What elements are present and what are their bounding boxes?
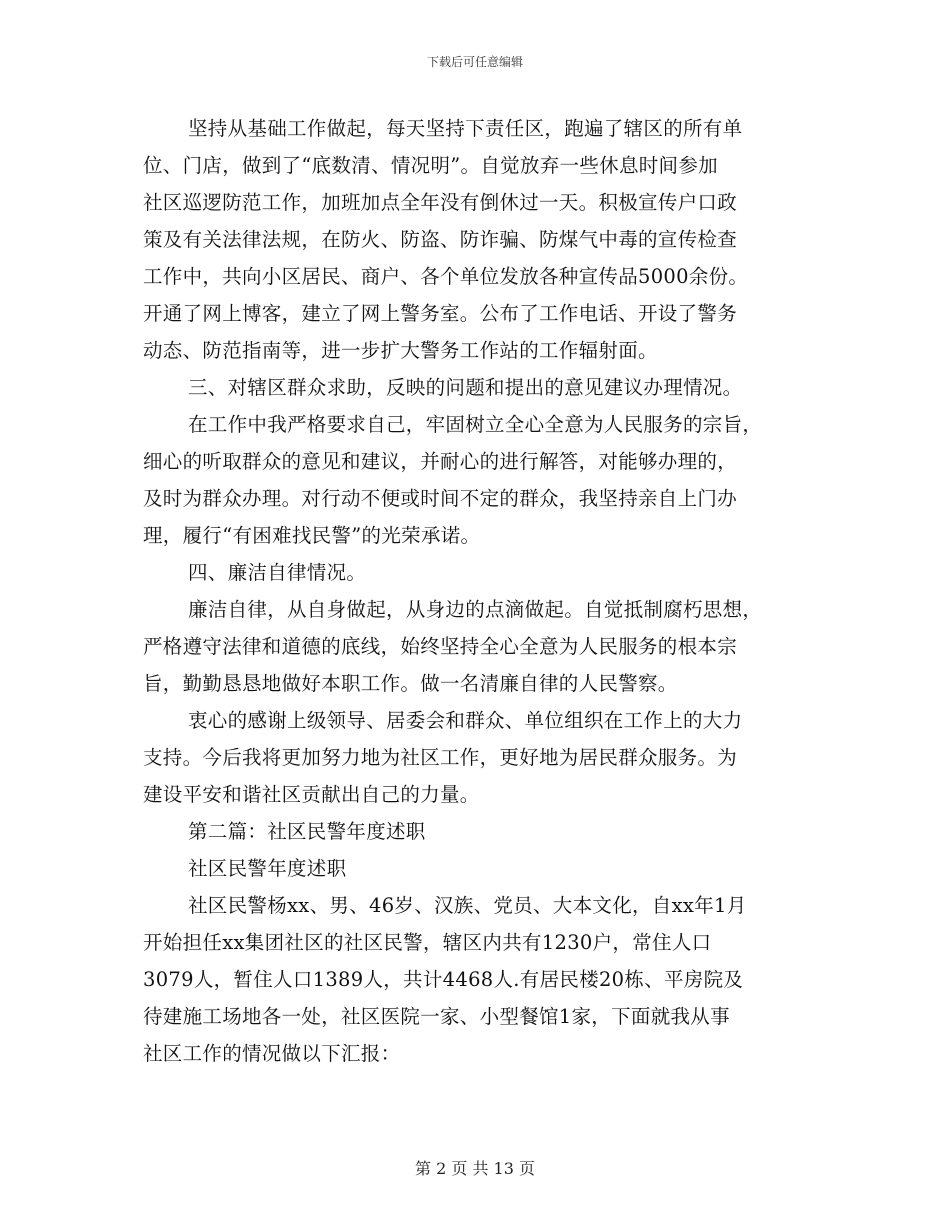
text-line: 理，履行“有困难找民警”的光荣承诺。 <box>143 524 481 547</box>
text-line: 衷心的感谢上级领导、居委会和群众、单位组织在工作上的大力 <box>188 709 743 732</box>
text-line: 旨，勤勤恳恳地做好本职工作。做一名清廉自律的人民警察。 <box>143 672 678 695</box>
text-line: 社区工作的情况做以下汇报： <box>143 1042 401 1065</box>
text-line: 社区民警杨xx、男、46岁、汉族、党员、大本文化，自xx年1月 <box>188 894 747 917</box>
page-number: 第 2 页 共 13 页 <box>415 1159 535 1178</box>
text-line: 动态、防范指南等，进一步扩大警务工作站的工作辐射面。 <box>143 339 658 362</box>
page-header: 下载后可任意编辑 <box>426 55 523 69</box>
text-line: 社区巡逻防范工作，加班加点全年没有倒休过一天。积极宣传户口政 <box>143 191 738 214</box>
text-line: 建设平安和谐社区贡献出自己的力量。 <box>143 783 480 806</box>
text-line: 第二篇：社区民警年度述职 <box>188 820 426 843</box>
text-line: 开始担任xx集团社区的社区民警，辖区内共有1230户，常住人口 <box>143 931 712 954</box>
text-line: 廉洁自律，从自身做起，从身边的点滴做起。自觉抵制腐朽思想， <box>188 598 763 621</box>
text-line: 四、廉洁自律情况。 <box>188 561 367 584</box>
text-line: 社区民警年度述职 <box>188 857 347 880</box>
text-line: 严格遵守法律和道德的底线，始终坚持全心全意为人民服务的根本宗 <box>143 635 738 658</box>
text-line: 细心的听取群众的意见和建议，并耐心的进行解答，对能够办理的， <box>143 450 738 473</box>
text-line: 3079人，暂住人口1389人，共计4468人.有居民楼20栋、平房院及 <box>143 968 744 991</box>
text-line: 位、门店，做到了“底数清、情况明”。自觉放弃一些休息时间参加 <box>143 154 718 177</box>
text-line: 在工作中我严格要求自己，牢固树立全心全意为人民服务的宗旨， <box>188 413 763 436</box>
text-line: 坚持从基础工作做起，每天坚持下责任区，跑遍了辖区的所有单 <box>188 117 743 140</box>
text-line: 支持。今后我将更加努力地为社区工作，更好地为居民群众服务。为 <box>143 746 738 769</box>
text-line: 及时为群众办理。对行动不便或时间不定的群众，我坚持亲自上门办 <box>143 487 738 510</box>
text-line: 待建施工场地各一处，社区医院一家、小型餐馆1家，下面就我从事 <box>143 1005 730 1028</box>
text-line: 策及有关法律法规，在防火、防盗、防诈骗、防煤气中毒的宣传检查 <box>143 228 738 251</box>
text-line: 三、对辖区群众求助，反映的问题和提出的意见建议办理情况。 <box>188 376 743 399</box>
text-line: 开通了网上博客，建立了网上警务室。公布了工作电话、开设了警务 <box>143 302 738 325</box>
document-body <box>143 110 813 1072</box>
text-line: 工作中，共向小区居民、商户、各个单位发放各种宣传品5000余份。 <box>143 265 749 288</box>
